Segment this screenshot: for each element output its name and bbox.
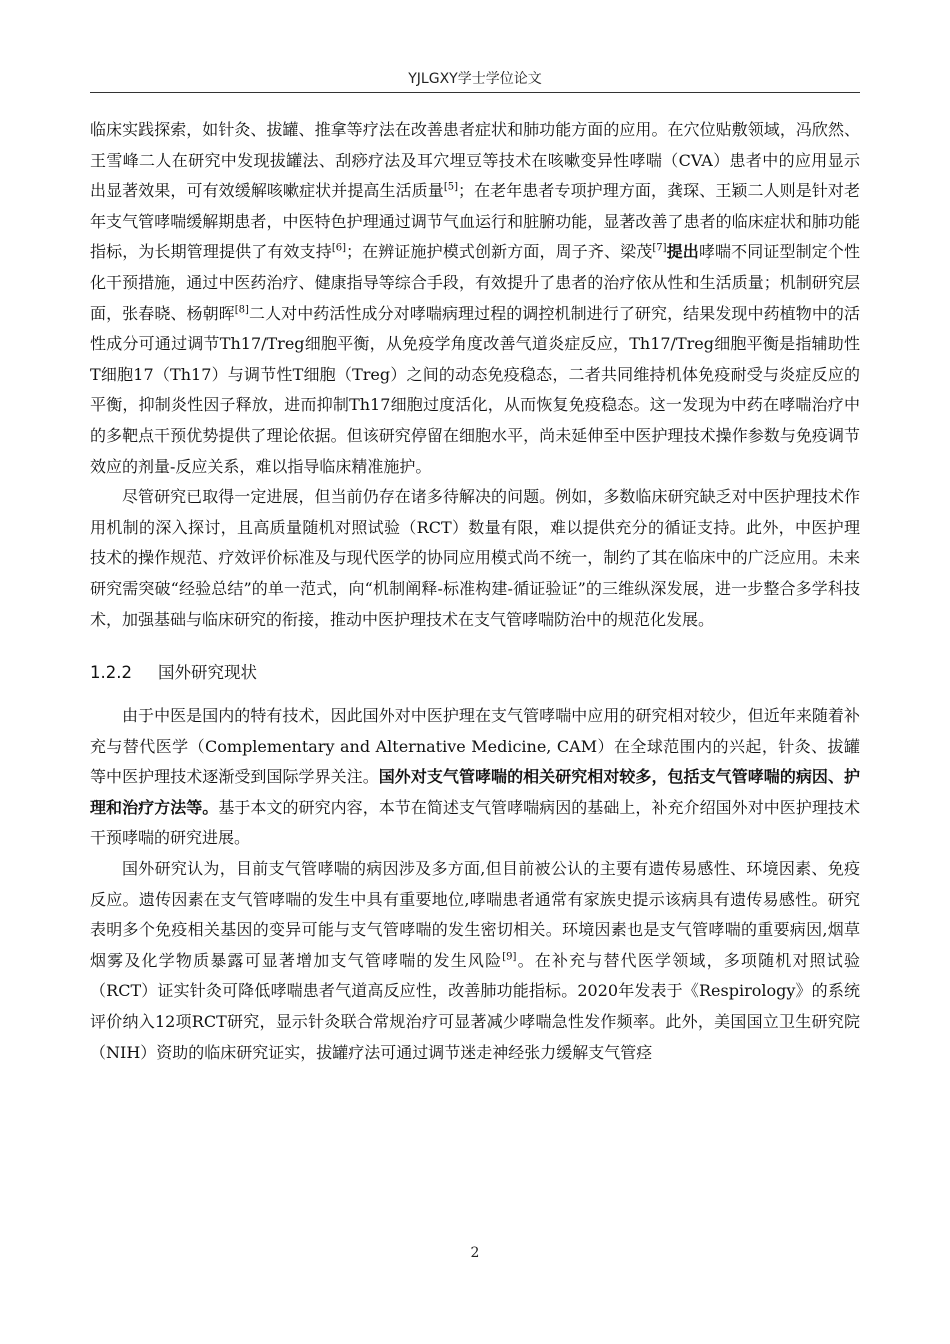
text-span: ；在老年患者专项护理方面，龚琛、王颖二人则是针对老年支气管哮喘缓解期患者，中医特色护理通过调节气血运行和脏腑功能，显著改善了患者的临床症状和肺功能指标，为长期管理提供了有效支持 <box>90 181 860 262</box>
section-title: 国外研究现状 <box>157 663 257 683</box>
paragraph-3 <box>90 701 860 854</box>
citation-ref: [7] <box>652 243 667 255</box>
citation-ref: [5] <box>443 181 458 193</box>
text-span: 基于本文的研究内容，本节在简述支气管哮喘病因的基础上，补充介绍国外对中医护理技术干预哮喘的研究进展。 <box>90 797 860 848</box>
paragraph-4 <box>90 854 860 1068</box>
text-span: 由于中医是国内的特有技术，因此国外对中医护理在支气管哮喘中应用的研究相对较少，但近年来随着补充与替代医学（Complementary and Alternative Medicine, CAM）在全球范围内的兴起，针灸、拔罐等中医护理技术逐渐受到国际学界关注。 <box>90 706 860 787</box>
body-text <box>90 115 860 1068</box>
section-number: 1.2.2 <box>90 663 132 683</box>
page-header: YJLGXY学士学位论文 <box>408 71 542 87</box>
text-span: 临床实践探索，如针灸、拔罐、推拿等疗法在改善患者症状和肺功能方面的应用。在穴位贴敷领域，冯欣然、王雪峰二人在研究中发现拔罐法、刮痧疗法及耳穴埋豆等技术在咳嗽变异性哮喘（CVA）患者中的应用显示出显著效果，可有效缓解咳嗽症状并提高生活质量 <box>90 120 860 201</box>
citation-ref: [9] <box>502 951 517 963</box>
paragraph-2: 尽管研究已取得一定进展，但当前仍存在诸多待解决的问题。例如，多数临床研究缺乏对中医护理技术作用机制的深入探讨，且高质量随机对照试验（RCT）数量有限，难以提供充分的循证支持。此外，中医护理技术的操作规范、疗效评价标准及与现代医学的协同应用模式尚不统一，制约了其在临床中的广泛应用。未来研究需突破“经验总结”的单一范式，向“机制阐释-标准构建-循证验证”的三维纵深发展，进一步整合多学科技术，加强基础与临床研究的衔接，推动中医护理技术在支气管哮喘防治中的规范化发展。 <box>90 487 860 629</box>
text-span: ；在辨证施护模式创新方面，周子齐、梁茂 <box>346 242 653 262</box>
paragraph-1 <box>90 115 860 482</box>
bold-text: 国外对支气管哮喘的相关研究相对较多，包括支气管哮喘的病因、护理和治疗方法等。 <box>90 767 860 817</box>
section-heading <box>90 659 860 687</box>
page-number: 2 <box>470 1245 480 1261</box>
citation-ref: [6] <box>331 243 346 255</box>
text-span: 二人对中药活性成分对哮喘病理过程的调控机制进行了研究，结果发现中药植物中的活性成分可通过调节Th17/Treg细胞平衡，从免疫学角度改善气道炎症反应，Th17/Treg细胞平衡是指辅助性T细胞17（Th17）与调节性T细胞（Treg）之间的动态免疫稳态，二者共同维持机体免疫耐受与炎症反应的平衡，抑制炎性因子释放，进而抑制Th17细胞过度活化，从而恢复免疫稳态。这一发现为中药在哮喘治疗中的多靶点干预优势提供了理论依据。但该研究停留在细胞水平，尚未延伸至中医护理技术操作参数与免疫调节效应的剂量-反应关系，难以指导临床精准施护。 <box>90 303 860 476</box>
bold-text: 提出 <box>666 242 699 262</box>
header-rule <box>90 92 860 93</box>
text-span: 国外研究认为，目前支气管哮喘的病因涉及多方面,但目前被公认的主要有遗传易感性、环境因素、免疫反应。遗传因素在支气管哮喘的发生中具有重要地位,哮喘患者通常有家族史提示该病具有遗传易感性。研究表明多个免疫相关基因的变异可能与支气管哮喘的发生密切相关。环境因素也是支气管哮喘的重要病因,烟草烟雾及化学物质暴露可显著增加支气管哮喘的发生风险 <box>90 859 860 970</box>
text-span: 哮喘不同证型制定个性化干预措施，通过中医药治疗、健康指导等综合手段，有效提升了患者的治疗依从性和生活质量；机制研究层面，张春晓、杨朝晖 <box>90 242 860 323</box>
text-span: 。在补充与替代医学领域，多项随机对照试验（RCT）证实针灸可降低哮喘患者气道高反应性，改善肺功能指标。2020年发表于《Respirology》的系统评价纳入12项RCT研究，显示针灸联合常规治疗可显著减少哮喘急性发作频率。此外，美国国立卫生研究院（NIH）资助的临床研究证实，拔罐疗法可通过调节迷走神经张力缓解支气管痉 <box>90 950 860 1062</box>
citation-ref: [8] <box>234 304 249 316</box>
